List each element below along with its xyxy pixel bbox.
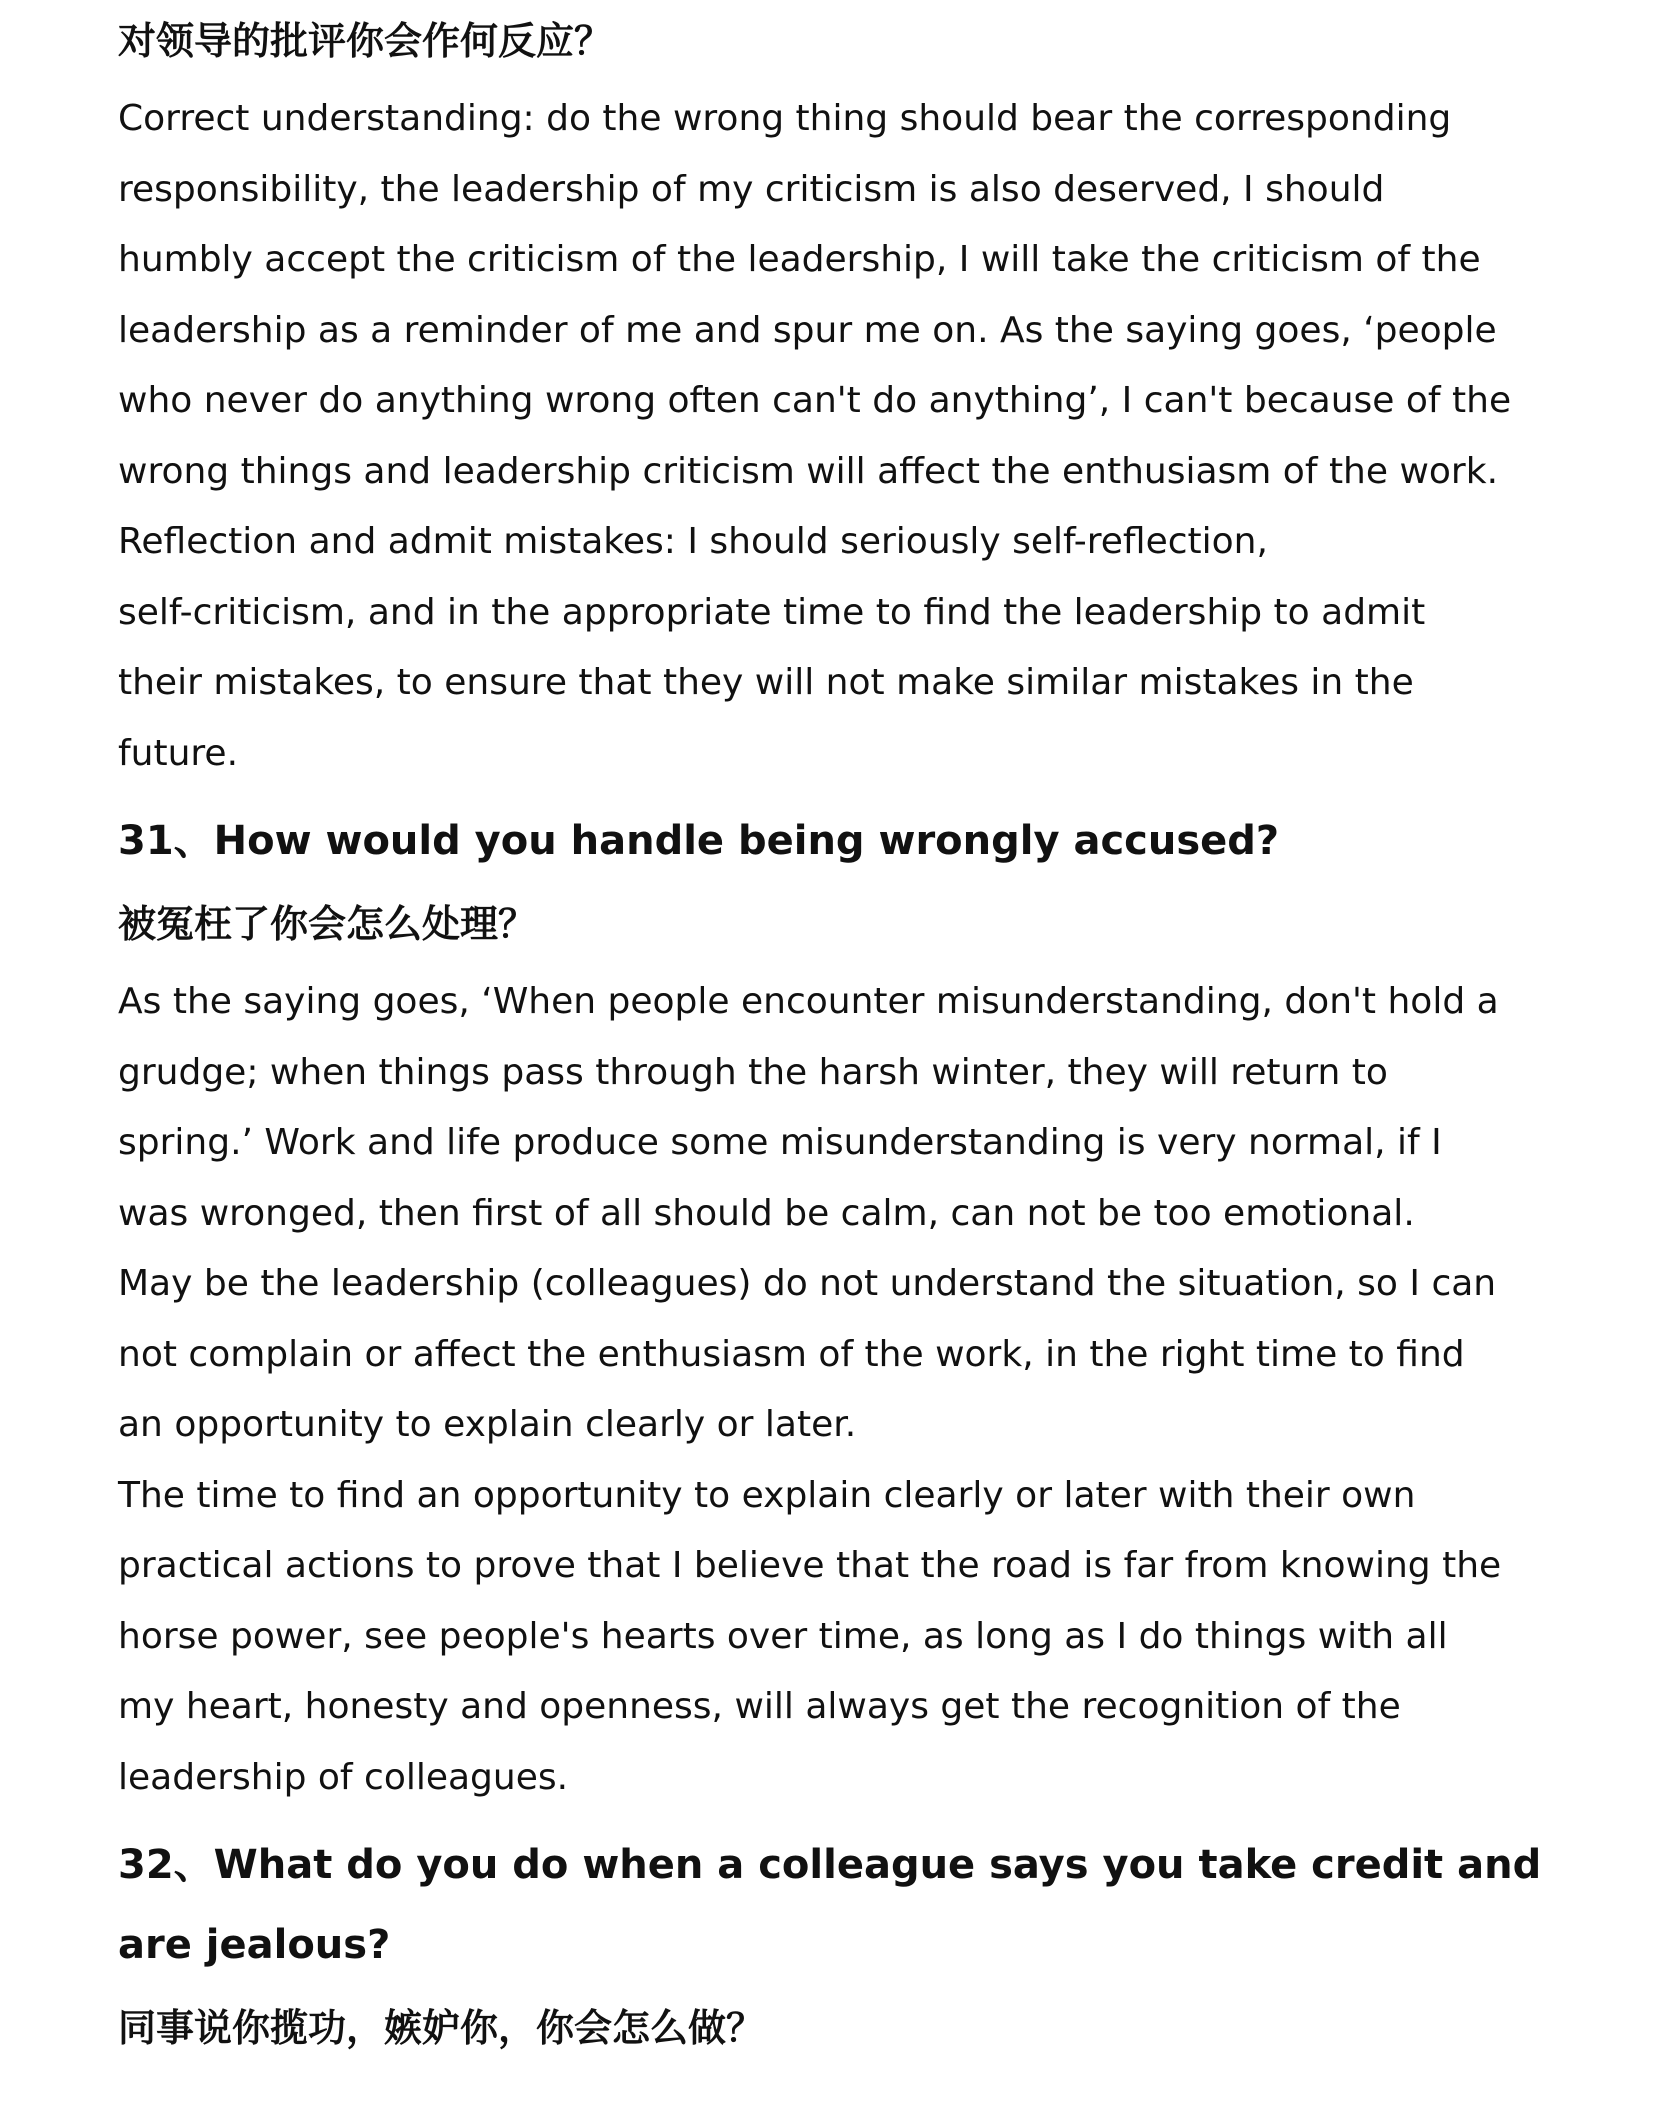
section-32-heading-en	[118, 1825, 1564, 1985]
answer-line: who never do anything wrong often can't do anything’, I can't because of the	[118, 380, 1512, 421]
answer-line: leadership as a reminder of me and spur me on. As the saying goes, ‘people	[118, 309, 1497, 351]
answer-line: future.	[118, 732, 239, 774]
section-31-heading-en: 31、How would you handle being wrongly accused?	[118, 818, 1280, 864]
answer-line: responsibility, the leadership of my criticism is also deserved, I should	[118, 168, 1385, 210]
section-32-heading-zh: 同事说你揽功，嫉妒你，你会怎么做？	[118, 2006, 765, 2050]
answer-line: their mistakes, to ensure that they will not make similar mistakes in the	[118, 662, 1414, 703]
section-30-answer	[118, 84, 1564, 789]
answer-line: an opportunity to explain clearly or later.	[118, 1404, 857, 1445]
answer-line: horse power, see people's hearts over time, as long as I do things with all	[118, 1615, 1448, 1657]
answer-line: humbly accept the criticism of the leadership, I will take the criticism of the	[118, 239, 1481, 280]
answer-line: practical actions to prove that I believe that the road is far from knowing the	[118, 1545, 1502, 1586]
answer-line: The time to find an opportunity to explain clearly or later with their own	[118, 1474, 1416, 1516]
answer-line: Correct understanding: do the wrong thing should bear the corresponding	[118, 98, 1452, 139]
answer-line: my heart, honesty and openness, will always get the recognition of the	[118, 1686, 1401, 1727]
answer-line: spring.’ Work and life produce some misunderstanding is very normal, if I	[118, 1122, 1442, 1163]
answer-line: May be the leadership (colleagues) do not understand the situation, so I can	[118, 1263, 1497, 1304]
answer-line: Reflection and admit mistakes: I should seriously self-reflection,	[118, 521, 1268, 562]
answer-line: not complain or affect the enthusiasm of the work, in the right time to find	[118, 1333, 1465, 1375]
answer-line: grudge; when things pass through the harsh winter, they will return to	[118, 1051, 1388, 1093]
answer-line: wrong things and leadership criticism will affect the enthusiasm of the work.	[118, 450, 1499, 492]
heading-line: 32、What do you do when a colleague says you take credit and	[118, 1842, 1542, 1888]
heading-line: are jealous?	[118, 1922, 391, 1968]
answer-line: leadership of colleagues.	[118, 1756, 569, 1798]
section-31-answer	[118, 967, 1564, 1813]
answer-line: self-criticism, and in the appropriate time to find the leadership to admit	[118, 591, 1426, 633]
answer-line: As the saying goes, ‘When people encounter misunderstanding, don't hold a	[118, 981, 1499, 1022]
answer-line: was wronged, then first of all should be calm, can not be too emotional.	[118, 1192, 1415, 1234]
section-31-heading-zh: 被冤枉了你会怎么处理？	[118, 902, 537, 946]
section-30-heading-zh: 对领导的批评你会作何反应？	[118, 19, 613, 63]
